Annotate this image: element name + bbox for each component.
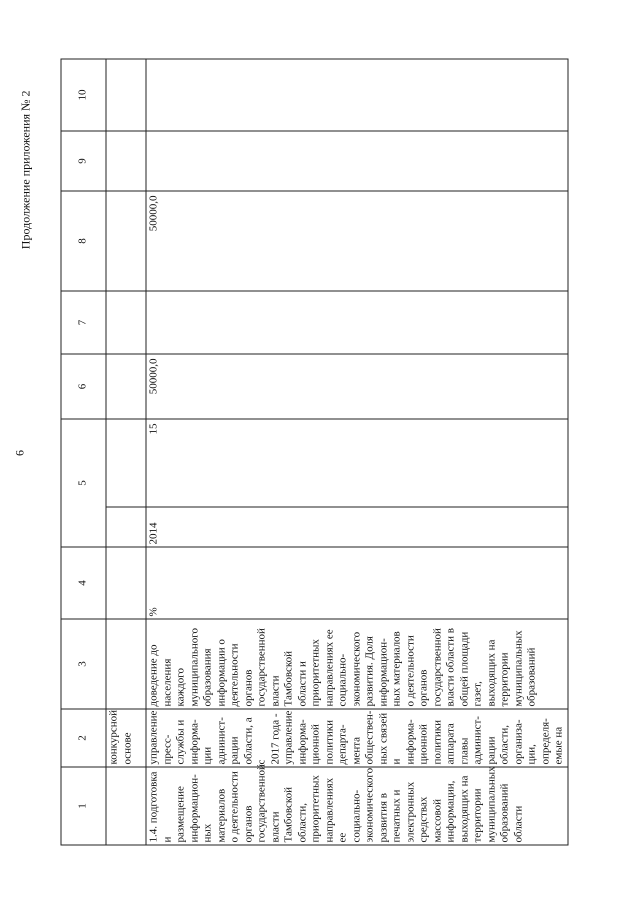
cell-col-10 [146,59,568,131]
cell-col-9 [146,131,568,191]
col-header-2: 2 [61,709,106,767]
cell-activity: 1.4. подготовка и размещение информацион- ных материалов о деятельности органов государственной власти Тамбовской области, приоритетных направлениях ее социально- экономического развития в печатных и электронных средствах массовой информации, выходящих на территории муниципальных образований области [146,767,568,845]
page-number: 6 [12,449,26,456]
cell-executor-continued: конкурсной основе [106,709,146,767]
cell-unit: % [146,547,568,619]
col-header-9: 9 [61,131,106,191]
header-row [61,59,106,845]
cell-amount-8: 50000,0 [146,191,568,291]
col-header-5: 5 [61,419,106,547]
col-header-8: 8 [61,191,106,291]
cell-value: 15 [146,419,568,507]
col-header-7: 7 [61,291,106,354]
page-subtitle: Продолжение приложения № 2 [18,90,32,249]
table-row-continuation [106,59,146,845]
col-header-1: 1 [61,767,106,845]
data-table [60,58,568,845]
table-row [146,59,568,845]
cell-amount-6: 50000,0 [146,354,568,419]
col-header-3: 3 [61,619,106,709]
cell-year: 2014 [146,507,568,547]
col-header-10: 10 [61,59,106,131]
col-header-4: 4 [61,547,106,619]
cell-col-7 [146,291,568,354]
col-header-6: 6 [61,354,106,419]
cell-executor: управление пресс- службы и информа- ции аднинист- рации области, а с 2017 года - управление информа- ционной политики департа- мента обществен- ных связей и информа- ционной политики аппарата главы админист- рации области, организа- ции, определя- емые на [146,709,568,767]
cell-indicator: доведение до населения каждого муниципального образования информации о деятельности органов государственной власти Тамбовской области и приоритетных направлениях ее социально- экономического развития. Доля информацион- ных материалов о деятельности органов государственной власти области в общей площади газет, выходящих на территории муниципальных образований [146,619,568,709]
